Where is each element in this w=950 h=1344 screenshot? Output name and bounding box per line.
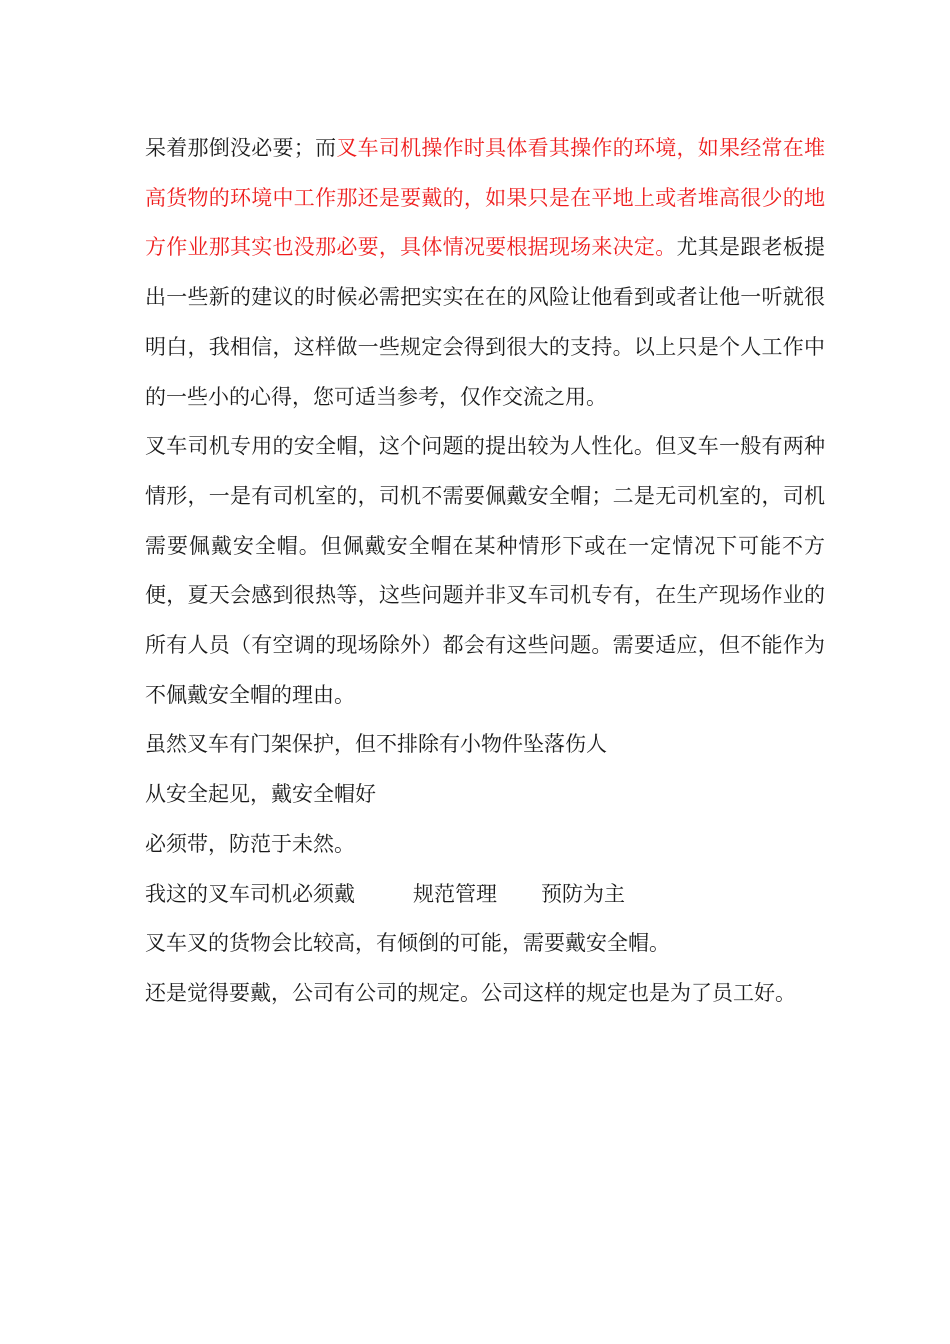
highlighted-text: 叉车司机操作时具体看其操作的环境，如果经常在堆高货物的环境中工作那还是要戴的，如果只是在平地上或者堆高很少的地方作业那其实也没那必要，具体情况要根据现场来决定。 (145, 136, 826, 260)
reply-line-4-part-2: 规范管理 (413, 881, 497, 906)
paragraph-reply-1 (145, 124, 825, 422)
reply-line-2: 从安全起见，戴安全帽好 (145, 782, 376, 807)
reply-line-5: 叉车叉的货物会比较高，有倾倒的可能，需要戴安全帽。 (145, 931, 670, 956)
reply-line-3: 必须带，防范于未然。 (145, 831, 355, 856)
paragraph-reply-3: 还是觉得要戴，公司有公司的规定。公司这样的规定也是为了员工好。 (145, 980, 796, 1005)
paragraph-reply-2: 叉车司机专用的安全帽，这个问题的提出较为人性化。但叉车一般有两种情形，一是有司机室的，司机不需要佩戴安全帽；二是无司机室的，司机需要佩戴安全帽。但佩戴安全帽在某种情形下或在一定情况下可能不方便，夏天会感到很热等，这些问题并非叉车司机专有，在生产现场作业的所有人员（有空调的现场除外）都会有这些问题。需要适应，但不能作为不佩戴安全帽的理由。 (145, 434, 825, 707)
document-body (145, 124, 825, 1019)
paragraph-lead-text: 呆着那倒没必要；而 (145, 136, 337, 160)
paragraph-rest-text: 尤其是跟老板提出一些新的建议的时候必需把实实在在的风险让他看到或者让他一听就很明白，我相信，这样做一些规定会得到很大的支持。以上只是个人工作中的一些小的心得，您可适当参考，仅作交流之用。 (145, 235, 826, 409)
reply-line-4 (145, 870, 825, 920)
reply-line-1: 虽然叉车有门架保护，但不排除有小物件坠落伤人 (145, 732, 607, 757)
reply-line-4-part-1: 我这的叉车司机必须戴 (145, 881, 355, 906)
reply-line-4-part-3: 预防为主 (541, 881, 625, 906)
